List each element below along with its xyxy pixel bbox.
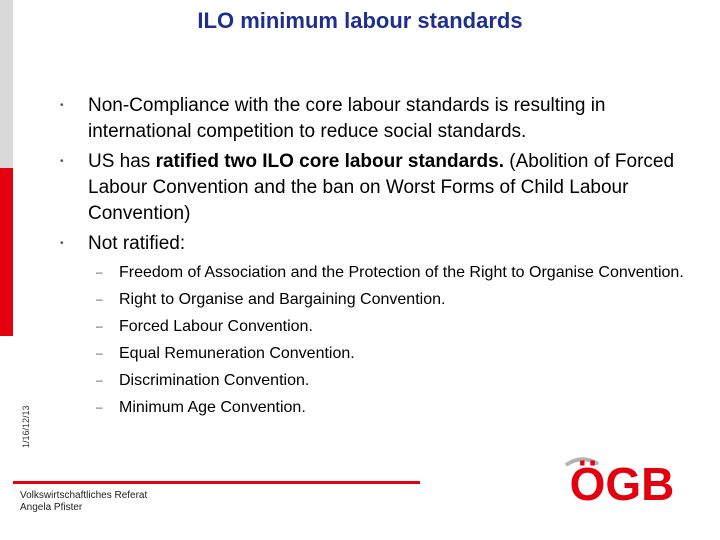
slide-date: 1/16/12/13 bbox=[21, 405, 31, 448]
footer bbox=[20, 490, 147, 514]
bullet-text-pre: US has bbox=[88, 151, 156, 172]
bullet-item bbox=[60, 149, 700, 227]
sub-item bbox=[60, 396, 700, 420]
sub-item-text: Freedom of Association and the Protection of the Right to Organise Convention. bbox=[119, 264, 684, 281]
bullet-item bbox=[60, 231, 700, 257]
slide-content bbox=[60, 93, 700, 423]
bullet-marker: • bbox=[60, 156, 64, 167]
footer-author: Angela Pfister bbox=[20, 502, 83, 513]
sub-item-text: Equal Remuneration Convention. bbox=[119, 345, 355, 362]
footer-divider bbox=[13, 481, 420, 484]
sub-item-text: Forced Labour Convention. bbox=[119, 318, 313, 335]
bullet-item bbox=[60, 93, 700, 145]
bullet-text: Not ratified: bbox=[88, 233, 186, 254]
dash-marker: – bbox=[96, 265, 103, 279]
dash-marker: – bbox=[96, 400, 103, 414]
sub-item-text: Minimum Age Convention. bbox=[119, 399, 306, 416]
bullet-text-post: (Abolition of Forced Labour Convention and the ban on Worst Forms of Child Labour Convention) bbox=[88, 151, 675, 224]
left-accent-bar-red bbox=[0, 168, 13, 336]
bullet-text: Non-Compliance with the core labour standards is resulting in international competition to reduce social standards. bbox=[88, 95, 606, 142]
bullet-marker: • bbox=[60, 238, 64, 249]
sub-item bbox=[60, 261, 700, 285]
sub-item bbox=[60, 369, 700, 393]
dash-marker: – bbox=[96, 346, 103, 360]
ogb-logo bbox=[560, 455, 685, 505]
dash-marker: – bbox=[96, 373, 103, 387]
dash-marker: – bbox=[96, 319, 103, 333]
bullet-marker: • bbox=[60, 100, 64, 111]
slide-title: ILO minimum labour standards bbox=[197, 8, 523, 33]
sub-item bbox=[60, 342, 700, 366]
sub-item-text: Discrimination Convention. bbox=[119, 372, 310, 389]
bullet-text-bold: ratified two ILO core labour standards. bbox=[155, 151, 504, 172]
sub-item bbox=[60, 315, 700, 339]
logo-text: ÖGB bbox=[569, 458, 675, 505]
sub-item bbox=[60, 288, 700, 312]
dash-marker: – bbox=[96, 292, 103, 306]
sub-item-text: Right to Organise and Bargaining Convention. bbox=[119, 291, 446, 308]
footer-department: Volkswirtschaftliches Referat bbox=[20, 490, 148, 501]
